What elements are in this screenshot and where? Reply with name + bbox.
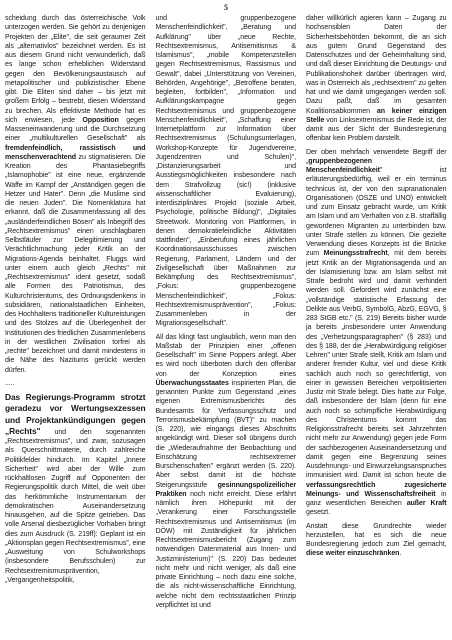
paragraph: Das Regierungs-Programm strotzt geradezu vor Wertungsexzessen und Projektankündigungen gegen „Rechts" und den sogenannten „Rechtsextremismus", und zwar, sozusagen als Querschnittmaterie, durch zahlreiche Politikfelder hindurch. Im Kapitel „Innere Sicherheit" wird aber der Wille zum rückhaltlosen Zugriff auf Opponenten der Regierungspolitik durch Mittel, die weit über das herkömmliche Instrumentarium der demokratischen Auseinandersetzung hinausgehen, auf die Spitze getrieben. Das volle Arsenal diesbezüglicher Vorhaben bringt dies zum Ausdruck (S. 219ff): Geplant ist ein „Aktionsplan gegen Rechtsextremismus", eine „Ausweitung von Schulworkshops (insbesondere Berufsschulen) zur Rechtsextremismusprävention, „Vergangenheitspolitik, xyxy=(5,392,146,584)
page-number: 5 xyxy=(224,3,228,12)
article-columns xyxy=(5,14,447,638)
section-heading: Das Regierungs-Programm strotzt geradezu vor Wertungsexzessen und Projektankündigungen gegen „Rechts" xyxy=(5,392,146,436)
column-3 xyxy=(306,14,447,638)
separator-dots: ..... xyxy=(5,379,15,387)
paragraph: daher willkürlich agieren kann – Zugang zu hochsensiblen Daten der Sicherheitsbehörden bekommt, die an sich aus gutem Grund Gegenstand des Datenschutzes und der Geheimhaltung sind, und daß dieser Einrichtung die Deutungs- und Publikationshoheit darüber übertragen wird, was in Österreich als „rechtsextrem" zu gelten hat und wie damit umgegangen werden soll. Dazu paßt, daß im gesamten Koalitionsabkommen an keiner einzigen Stelle von Linksextremismus die Rede ist, der damit aus der Sicht der Bundesregierung offenbar kein Problem darstellt. xyxy=(306,15,447,143)
paragraph: All das klingt fast unglaublich, wenn man den Maßstab der Prinzipien einer „offenen Gesellschaft" im Sinne Poppers anlegt. Aber es wird noch überboten durch den offenbar von der Konzeption eines Überwachungsstaates inspirierten Plan, die genannten Punkte zum Gegenstand „eines eigenen Extremismusberichts des Bundesamts für Verfassungsschutz und Terrorismusbekämpfung (BVT)" zu machen (S. 220), wie eingangs dieses Abschnitts angekündigt wird. Dieser soll übrigens durch die „Wiederaufnahme der Beobachtung und Einschätzung rechtsextremer Burschenschaften" ergänzt werden (S. 220). Aber selbst damit ist die höchste Steigerungsstufe gesinnungspolizeilicher Praktiken noch nicht erreicht. Diese erfährt nämlich ihren Höhepunkt mit der „Verankerung einer Forschungsstelle Rechtsextremismus und Antisemitismus (im DÖW) mit Zuständigkeit für jährlichen Rechtsextremismusbericht (Zugang zum notwendigen Datenmaterial aus Innen- und Justizministerium)" (S. 220) Das bedeutet nicht mehr und nicht weniger, als daß eine private Einrichtung – noch dazu eine solche, die als nicht-wissenschaftliche Einrichtung, welche nicht dem rechtsstaatlichen Prinzip verpflichtet ist und xyxy=(155,333,296,609)
column-2 xyxy=(156,14,297,638)
paragraph: scheidung durch das österreichische Volk unterzogen werden. Sie gehört zu denjenigen Projekten der „Elite", die seit geraumer Zeit als „alternativlos" bezeichnet werden. Es ist aus diesem Grund nicht verwunderlich, daß es lange schon erheblichen Widerstand gegen den Bevölkerungsaustausch auf metapolitischer und publizistischer Ebene gibt. Die Eliten sind daher – bis jetzt mit großem Erfolg – bestrebt, diesen Widerstand zu brechen. Als effektivste Methode hat es sich erwiesen, jede Opposition gegen Masseneinwanderung und die Durchsetzung einer „multikulturellen Gesellschaft" als fremdenfeindlich, rassistisch und menschenverachtend zu stigmatisieren. Die Kreation des Phantasiebegriffs „Islamophobie" ist eine neue, ergänzende Waffe im Kampf der „Anständigen gegen die Hetzer und Hater". Denn „die Muslime sind die neuen Juden". Die Nomenklatura hat erkannt, daß die Zusammenfassung all des „ausländerfeindlichen Bösen" als Inbegriff des „Rechtsextremismus" einen unschlagbaren Selbstläufer zur Delegitimierung und Verächtlichmachung jeder Kritik an der Migrations-Agenda beinhaltet. Fluggs wird unter einem auch gleich „Rechts" mit „Rechtsextremismus" ident gesetzt, sodaß alle Formen des Patriotismus, des Kulturchristentums, des Ordnungsdenkens in subsidiären, nationalstaatlichen Einheiten, des Hochhaltens traditioneller Kultureistungen und des Stolzes auf die Überlegenheit der Institutionen des friedlichen Zusammenlebens in der westlichen Zivilisation torfrei als „rechte" bezeichnet und damit mindestens in die Nähe des Nazitums gerückt werden dürfen. xyxy=(5,15,146,374)
column-1 xyxy=(5,14,146,638)
paragraph: und gruppenbezogene Menschenfeindlichkeit", „Beratung und Aufklärung" über „neue Rechte, Rechtsextremismus, Antisemitismus & Islamismus", „mobile Kompetenzstellen gegen Rechtsextremismus, Rassismus und Gewalt", dabei „Unterstützung von Vereinen, Behörden, Angehörige", „Betroffene beraten, begleiten, fortbilden", „Information und Aufklärungskampagne gegen Rechtsextremismus und gruppenbezogene Menschenfeindlichkeit", „Schaffung einer Internetplattform zur Information über Rechtsextremismus (Schulungsunterlagen, Workshop-Konzepte für Jugendvereine, Jugendzentren und Schulen)", „Distanzierungsarbeit und Ausstiegsmöglichkeiten insbesondere nach dem Strafvollzug (sic!) (inklusive wissenschaftlicher Evaluierung), interdisziplinäres Projekt (soziale Arbeit, Psychologie, politische Bildung)", „Digitales Streetwork. Monitoring von Plattformen, in denen demokratiefeindliche Aktivitäten stattfinden", „Einberufung eines jährlichen Koordinationsausschusses zwischen Regierung, Parlament, Ländern und der Zivilgesellschaft über Maßnahmen zur Bekämpfung des Rechtsextremismus", „Fokus: gruppenbezogene Menschenfeindlichkeit", „Fokus: Rechtsextremismusprävention", „Fokus: Zusammenleben in der Migrationsgesellschaft". xyxy=(155,15,296,328)
paragraph: Der oben mehrfach verwendete Begriff der „gruppenbezogenen Menschenfeindlichkeit" ist erläuterungsbedürftig, weil er ein terminus technicus ist, der von den supranationalen Organisationen (OSZE und UNO) entwickelt und zum Einsatz gebracht wurde, um Kritik am Islam und am Verhalten von z.B. straffällig gewordenen Migranten zu unterbinden bzw. unter Strafe stellen zu können. Die gezielte Verwendung dieses Konzepts ist die Brücke zum Meinungsstrafrecht, mit dem bereits jetzt Kritik an der Migrationsagenda und an der Islamisierung bzw. am Islam selbst mit Strafe bedroht wird und damit verhindert werden soll. Gefordert wird zunächst eine „vollständige statistische Erfassung der Delikte aus VerbG, SymbolG, AbzG, EGVG, § 283 StGB etc." (S. 219) Bereits bisher wurde ja bereits „insbesondere unter Anwendung des „Verhetzungsparagraphen" (§ 283) und des § 188, der die „Herabwürdigung religiöser Lehren" unter Strafe stellt, Kritik am Islam und anderer fremder Kultur, viel und diese Kritik sachlich auch noch so gerechtfertigt, von einer in gewissen Bereichen verpolitisierten Justiz mit Strafe belegt. Dies hatte zur Folge, daß insbesondere der Islam (denn für eine auch noch so schimpfliche Herabwürdigung des Christentums kommt das Religionsstrafrecht bereits seit Jahrzehnten nicht mehr zur Anwendung) gegen jede Form der sachbezogenen Auseinandersetzung und damit gegen eine Begrenzung seines Ausdehnungs- und Einwurzelungsanspruches immunisiert wird. Damit ist schon heute die verfassungsrechtlich zugesicherte Meinungs- und Wissenschaftsfreiheit in ganz wesentlichen Bereichen außer Kraft gesetzt. xyxy=(306,148,447,517)
paragraph: Anstatt diese Grundrechte wieder herzustellen, hat es sich die neue Bundesregierung jedoch zum Ziel gemacht, diese weiter einzuschränken. xyxy=(306,522,447,558)
